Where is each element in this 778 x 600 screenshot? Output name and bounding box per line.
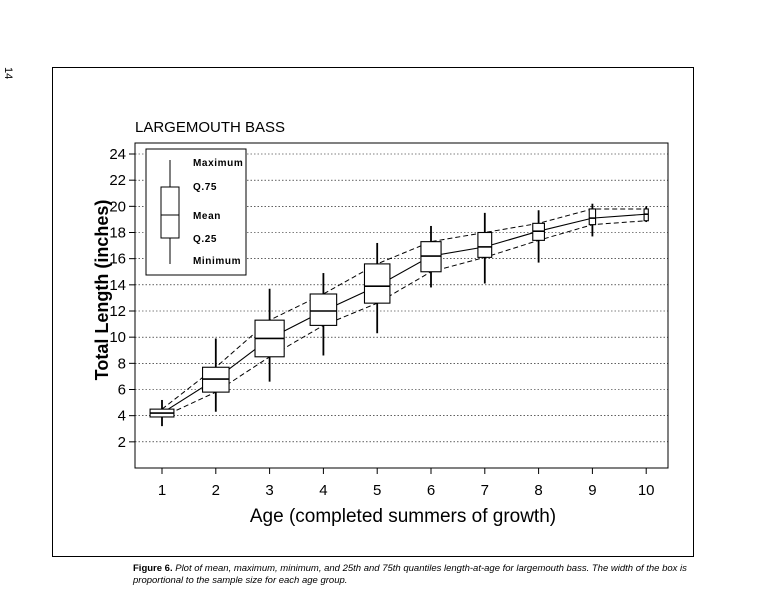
y-tick-label: 18 xyxy=(109,224,126,242)
y-tick-label: 12 xyxy=(109,303,126,320)
x-tick-label: 7 xyxy=(480,482,489,499)
legend-max-label: Maximum xyxy=(193,158,244,169)
x-tick-label: 8 xyxy=(534,482,543,499)
legend-q75-label: Q.75 xyxy=(193,182,218,193)
y-tick-label: 10 xyxy=(109,329,126,347)
legend-q25-label: Q.25 xyxy=(193,234,218,245)
x-tick-label: 3 xyxy=(265,482,274,499)
y-tick-label: 2 xyxy=(117,433,126,451)
box-iqr xyxy=(310,294,337,325)
y-tick-label: 14 xyxy=(109,276,126,294)
legend-mean-label: Mean xyxy=(193,211,221,222)
box-iqr xyxy=(478,233,492,258)
x-tick-label: 4 xyxy=(319,482,328,499)
caption-text: Plot of mean, maximum, minimum, and 25th and 75th quantiles length-at-age for largemouth bass. The width of the box is proportional to the sample size for each age group. xyxy=(133,563,687,586)
x-tick-label: 1 xyxy=(157,482,167,499)
legend-min-label: Minimum xyxy=(193,256,242,267)
legend xyxy=(146,149,246,275)
y-tick-label: 4 xyxy=(117,407,126,425)
figure-caption xyxy=(133,563,693,587)
y-tick-label: 22 xyxy=(109,172,126,190)
chart-title: LARGEMOUTH BASS xyxy=(135,119,286,136)
x-tick-label: 5 xyxy=(373,482,382,499)
x-tick-label: 2 xyxy=(211,482,220,499)
x-tick-label: 10 xyxy=(637,482,655,499)
x-tick-label: 9 xyxy=(588,482,597,499)
caption-label: Figure 6. xyxy=(133,563,173,574)
y-tick-label: 20 xyxy=(109,198,126,216)
y-tick-label: 6 xyxy=(117,381,126,399)
box-iqr xyxy=(364,264,389,303)
y-axis-title: Total Length (inches) xyxy=(92,199,112,381)
y-tick-label: 8 xyxy=(117,355,126,373)
y-tick-label: 16 xyxy=(109,250,126,268)
legend-box xyxy=(161,187,179,238)
box-iqr xyxy=(589,209,595,225)
x-axis-title: Age (completed summers of growth) xyxy=(249,506,557,527)
page-number: 14 xyxy=(2,67,14,80)
y-tick-label: 24 xyxy=(109,146,126,163)
x-tick-label: 6 xyxy=(426,482,436,499)
